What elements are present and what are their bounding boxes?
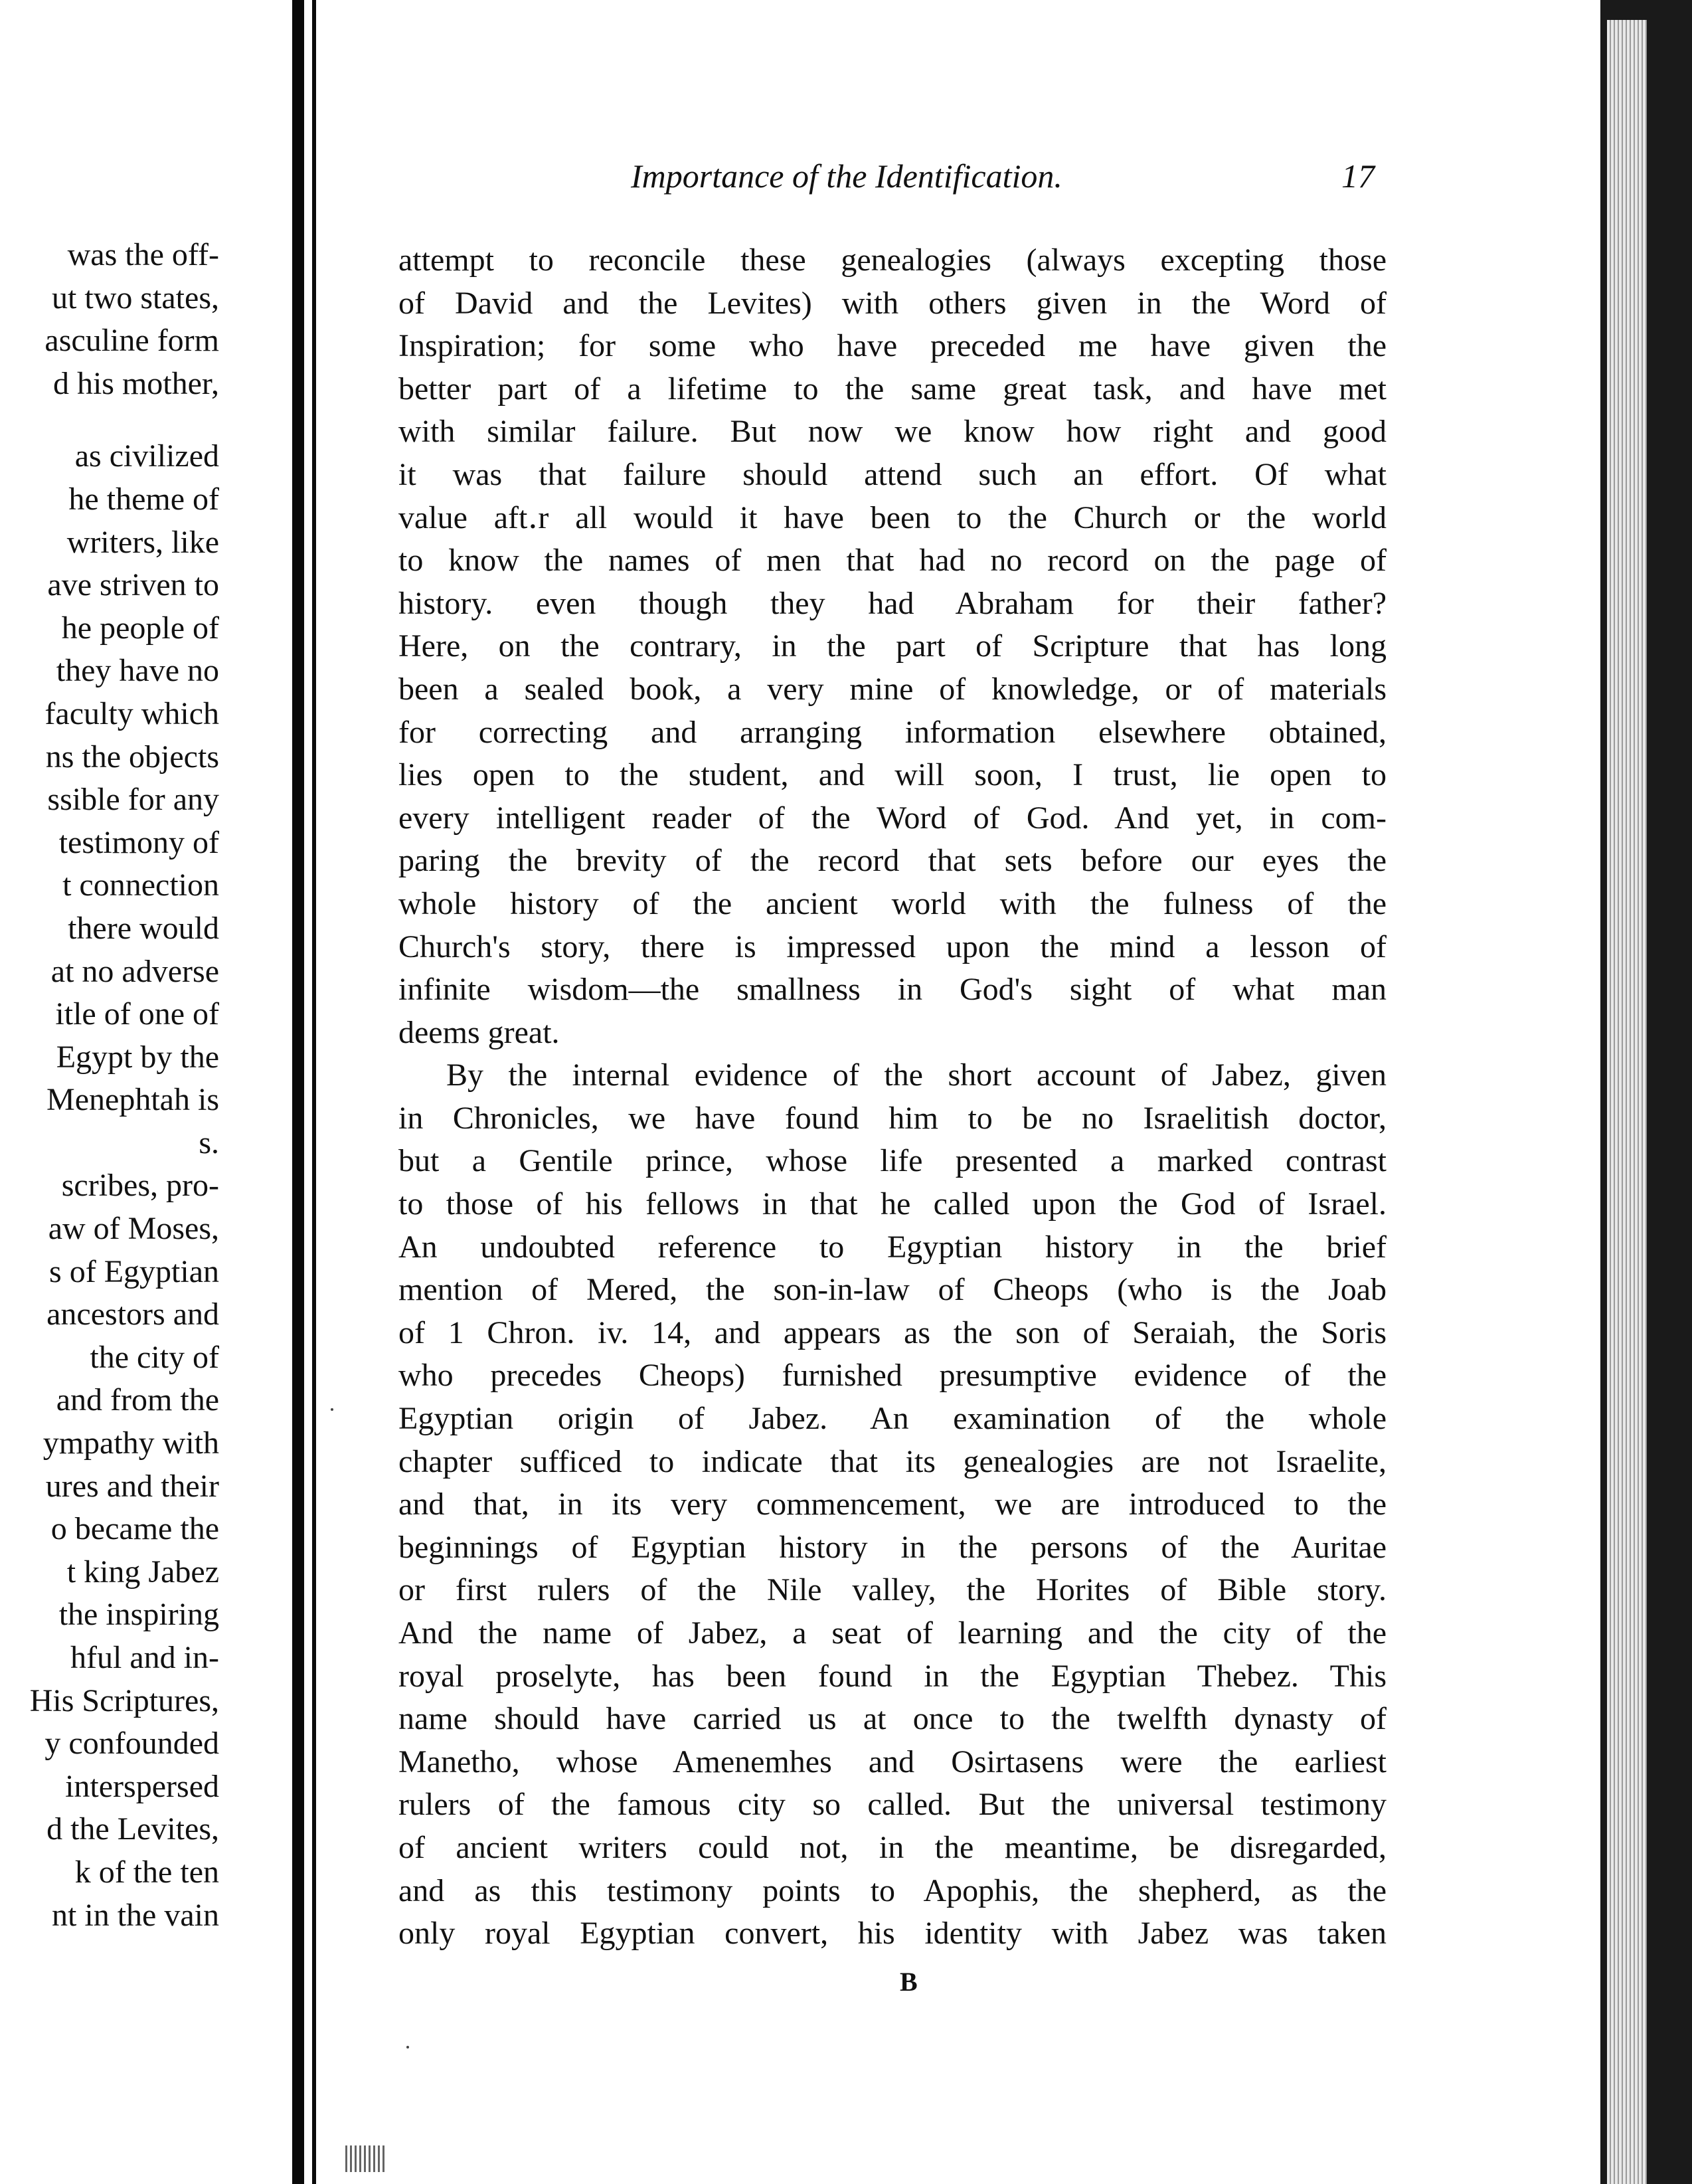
fragment-line: ssible for any bbox=[47, 782, 219, 818]
page-stack-edges bbox=[1607, 20, 1647, 2184]
scan-speck bbox=[331, 1408, 333, 1411]
body-text bbox=[398, 239, 1387, 1956]
fragment-line: ympathy with bbox=[42, 1425, 219, 1461]
fragment-line: o became the bbox=[50, 1511, 219, 1547]
fragment-line: testimony of bbox=[58, 824, 219, 860]
text-line: deems great. bbox=[398, 1014, 560, 1050]
fragment-line: hful and in- bbox=[70, 1640, 219, 1675]
text-line: it was that failure should attend such an effort. Of what bbox=[398, 456, 1387, 492]
fragment-line: interspersed bbox=[65, 1768, 219, 1804]
text-line: lies open to the student, and will soon, I trust, lie open to bbox=[398, 757, 1387, 793]
text-line: to know the names of men that had no record on the page of bbox=[398, 543, 1387, 579]
fragment-line: the inspiring bbox=[58, 1597, 219, 1633]
text-line: chapter sufficed to indicate that its genealogies are not Israelite, bbox=[398, 1443, 1387, 1479]
text-line: for correcting and arranging information elsewhere obtained, bbox=[398, 714, 1387, 750]
fragment-line: ave striven to bbox=[47, 567, 219, 603]
fragment-line: nt in the vain bbox=[52, 1897, 219, 1933]
fragment-line: ures and their bbox=[45, 1468, 219, 1504]
fragment-line: writers, like bbox=[66, 524, 219, 560]
page-number: 17 bbox=[1341, 157, 1375, 195]
fragment-line: His Scriptures, bbox=[29, 1683, 219, 1718]
text-line: Egyptian origin of Jabez. An examination of the whole bbox=[398, 1401, 1387, 1437]
text-line: paring the brevity of the record that sets before our eyes the bbox=[398, 843, 1387, 879]
fragment-line: s. bbox=[199, 1125, 219, 1160]
text-line: of ancient writers could not, in the meantime, be disregarded, bbox=[398, 1829, 1387, 1865]
fragment-line: was the off- bbox=[67, 237, 219, 272]
fragment-line: y confounded bbox=[44, 1726, 219, 1762]
text-line: beginnings of Egyptian history in the persons of the Auritae bbox=[398, 1529, 1387, 1565]
text-line: history. even though they had Abraham for their father? bbox=[398, 585, 1387, 621]
fragment-line: ut two states, bbox=[52, 280, 219, 316]
fragment-line: there would bbox=[68, 910, 219, 946]
text-line: value aft․r all would it have been to the Church or the world bbox=[398, 500, 1387, 535]
signature-mark: B bbox=[900, 1967, 918, 1997]
fragment-line: s of Egyptian bbox=[49, 1253, 219, 1289]
text-line: name should have carried us at once to the twelfth dynasty of bbox=[398, 1701, 1387, 1737]
fragment-line: Egypt by the bbox=[56, 1039, 219, 1075]
fragment-line: d the Levites, bbox=[46, 1811, 219, 1847]
running-head: Importance of the Identification. bbox=[631, 157, 1062, 195]
fragment-line: as civilized bbox=[74, 438, 219, 474]
fragment-line: he people of bbox=[61, 610, 219, 646]
fragment-line: they have no bbox=[56, 653, 219, 689]
fragment-line: ns the objects bbox=[45, 739, 219, 774]
text-line: or first rulers of the Nile valley, the Horites of Bible story. bbox=[398, 1572, 1387, 1608]
scan-bottom-mark bbox=[345, 2145, 385, 2172]
left-page-fragment bbox=[0, 0, 292, 2184]
fragment-line: at no adverse bbox=[50, 953, 219, 989]
text-line: mention of Mered, the son-in-law of Cheops (who is the Joab bbox=[398, 1272, 1387, 1308]
text-line: Church's story, there is impressed upon the mind a lesson of bbox=[398, 929, 1387, 964]
text-line: attempt to reconcile these genealogies (always excepting those bbox=[398, 242, 1387, 278]
fragment-gap bbox=[0, 405, 219, 435]
fragment-line: itle of one of bbox=[55, 996, 219, 1032]
text-line: every intelligent reader of the Word of God. And yet, in com- bbox=[398, 800, 1387, 836]
text-line: of 1 Chron. iv. 14, and appears as the son of Seraiah, the Soris bbox=[398, 1315, 1387, 1350]
fragment-line: ancestors and bbox=[46, 1297, 219, 1332]
fragment-line: aw of Moses, bbox=[48, 1211, 219, 1247]
text-line: Here, on the contrary, in the part of Scripture that has long bbox=[398, 628, 1387, 664]
text-line: An undoubted reference to Egyptian history in the brief bbox=[398, 1229, 1387, 1265]
scan-speck bbox=[406, 2046, 409, 2048]
text-line: Inspiration; for some who have preceded me have given the bbox=[398, 328, 1387, 364]
text-line: of David and the Levites) with others given in the Word of bbox=[398, 285, 1387, 321]
text-line: better part of a lifetime to the same great task, and have met bbox=[398, 371, 1387, 407]
text-line: who precedes Cheops) furnished presumptive evidence of the bbox=[398, 1358, 1387, 1394]
text-line: Manetho, whose Amenemhes and Osirtasens were the earliest bbox=[398, 1744, 1387, 1779]
paragraph bbox=[398, 1054, 1387, 1955]
paragraph bbox=[398, 239, 1387, 1054]
text-line: and as this testimony points to Apophis, the shepherd, as the bbox=[398, 1872, 1387, 1908]
fragment-line: t king Jabez bbox=[66, 1554, 219, 1590]
text-line: And the name of Jabez, a seat of learning and the city of the bbox=[398, 1615, 1387, 1651]
text-line: rulers of the famous city so called. But the universal testimony bbox=[398, 1787, 1387, 1823]
text-line: been a sealed book, a very mine of knowledge, or of materials bbox=[398, 671, 1387, 707]
text-line: to those of his fellows in that he called upon the God of Israel. bbox=[398, 1186, 1387, 1222]
fragment-line: the city of bbox=[90, 1339, 219, 1375]
fragment-line: t connection bbox=[62, 867, 219, 903]
text-line: and that, in its very commencement, we are introduced to the bbox=[398, 1487, 1387, 1522]
fragment-line: k of the ten bbox=[74, 1854, 219, 1890]
text-line: only royal Egyptian convert, his identity with Jabez was taken bbox=[398, 1916, 1387, 1952]
fragment-line: Menephtah is bbox=[46, 1082, 219, 1118]
text-line: but a Gentile prince, whose life presented a marked contrast bbox=[398, 1143, 1387, 1179]
text-line: royal proselyte, has been found in the Egyptian Thebez. This bbox=[398, 1658, 1387, 1694]
left-fragment-column bbox=[0, 234, 219, 1937]
text-line: By the internal evidence of the short account of Jabez, given bbox=[446, 1057, 1387, 1093]
fragment-line: and from the bbox=[56, 1382, 219, 1418]
text-line: whole history of the ancient world with the fulness of the bbox=[398, 885, 1387, 921]
fragment-line: he theme of bbox=[68, 481, 219, 517]
fragment-line: faculty which bbox=[44, 695, 219, 731]
fragment-line: scribes, pro- bbox=[61, 1168, 219, 1204]
page-header bbox=[631, 157, 1375, 203]
fragment-line: d his mother, bbox=[52, 365, 219, 401]
text-line: in Chronicles, we have found him to be no Israelitish doctor, bbox=[398, 1100, 1387, 1136]
text-line: with similar failure. But now we know how right and good bbox=[398, 414, 1387, 450]
text-line: infinite wisdom—the smallness in God's sight of what man bbox=[398, 972, 1387, 1008]
fragment-line: asculine form bbox=[44, 323, 219, 359]
